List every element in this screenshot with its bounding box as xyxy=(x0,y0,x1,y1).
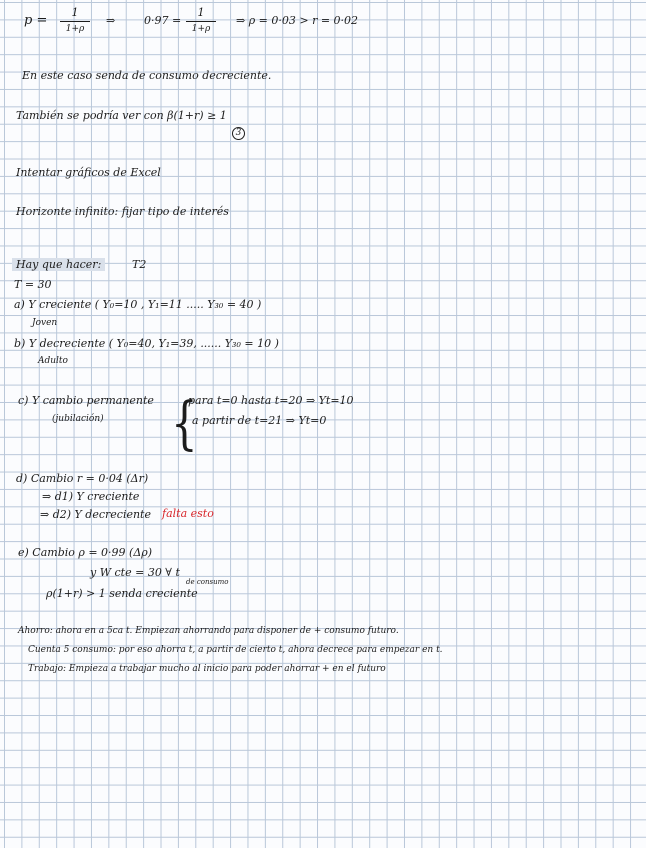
case-e-constraint: y W cte = 30 ∀ t xyxy=(90,566,180,579)
formula-lhs: 0·97 = xyxy=(144,14,182,27)
fraction-1-denominator: 1+ρ xyxy=(65,24,85,34)
note-line-2: También se podría ver con β(1+r) ≥ 1 xyxy=(16,109,227,122)
case-c-label: (jubilación) xyxy=(52,414,104,424)
fraction-2-denominator: 1+ρ xyxy=(191,24,211,34)
case-d2-line: ⇒ d2) Y decreciente xyxy=(40,508,151,521)
red-annotation: falta esto xyxy=(162,507,214,520)
case-e-result: ρ(1+r) > 1 senda creciente xyxy=(46,587,198,600)
highlighted-heading: Hay que hacer: xyxy=(12,258,105,271)
case-e-subscript: de consumo xyxy=(186,578,229,586)
note-line-3: Intentar gráficos de Excel xyxy=(16,166,161,179)
formula-arrow: ⇒ xyxy=(106,14,116,27)
fraction-1 xyxy=(60,6,90,34)
brace: { xyxy=(171,389,198,456)
conclusion-line-1: Ahorro: ahora en a 5ca t. Empiezan ahorrando para disponer de + consumo futuro. xyxy=(18,626,399,636)
fraction-2 xyxy=(186,6,216,34)
case-a-line: a) Y creciente ( Y₀=10 , Y₁=11 ..... Y₃₀ = 40 ) xyxy=(14,298,262,311)
case-e-line: e) Cambio ρ = 0·99 (Δρ) xyxy=(18,546,153,559)
conclusion-line-3: Trabajo: Empieza a trabajar mucho al inicio para poder ahorrar + en el futuro xyxy=(28,664,386,674)
fraction-1-numerator: 1 xyxy=(71,6,79,19)
case-c-detail-1: para t=0 hasta t=20 ⇒ Yt=10 xyxy=(188,394,354,407)
note-line-1: En este caso senda de consumo decreciente. xyxy=(22,69,272,82)
fraction-2-numerator: 1 xyxy=(197,6,205,19)
heading-tag: T2 xyxy=(132,258,147,271)
horizon-line: T = 30 xyxy=(14,278,52,291)
conclusion-line-2: Cuenta 5 consumo: por eso ahorra t, a partir de cierto t, ahora decrece para empezar en t. xyxy=(28,645,443,655)
case-b-label: Adulto xyxy=(38,356,68,366)
note-line-4: Horizonte infinito: fijar tipo de interés xyxy=(16,205,229,218)
circled-number: 3 xyxy=(232,127,245,140)
case-d-line: d) Cambio r = 0·04 (Δr) xyxy=(16,472,149,485)
case-c-detail-2: a partir de t=21 ⇒ Yt=0 xyxy=(192,414,327,427)
case-c-line: c) Y cambio permanente xyxy=(18,394,154,407)
formula-result: ⇒ ρ = 0·03 > r = 0·02 xyxy=(236,14,359,27)
case-a-label: Joven xyxy=(32,318,58,328)
case-b-line: b) Y decreciente ( Y₀=40, Y₁=39, ...... Y₃₀ = 10 ) xyxy=(14,337,279,350)
case-d1-line: ⇒ d1) Y creciente xyxy=(42,490,140,503)
formula-p-label: p = xyxy=(24,13,48,28)
